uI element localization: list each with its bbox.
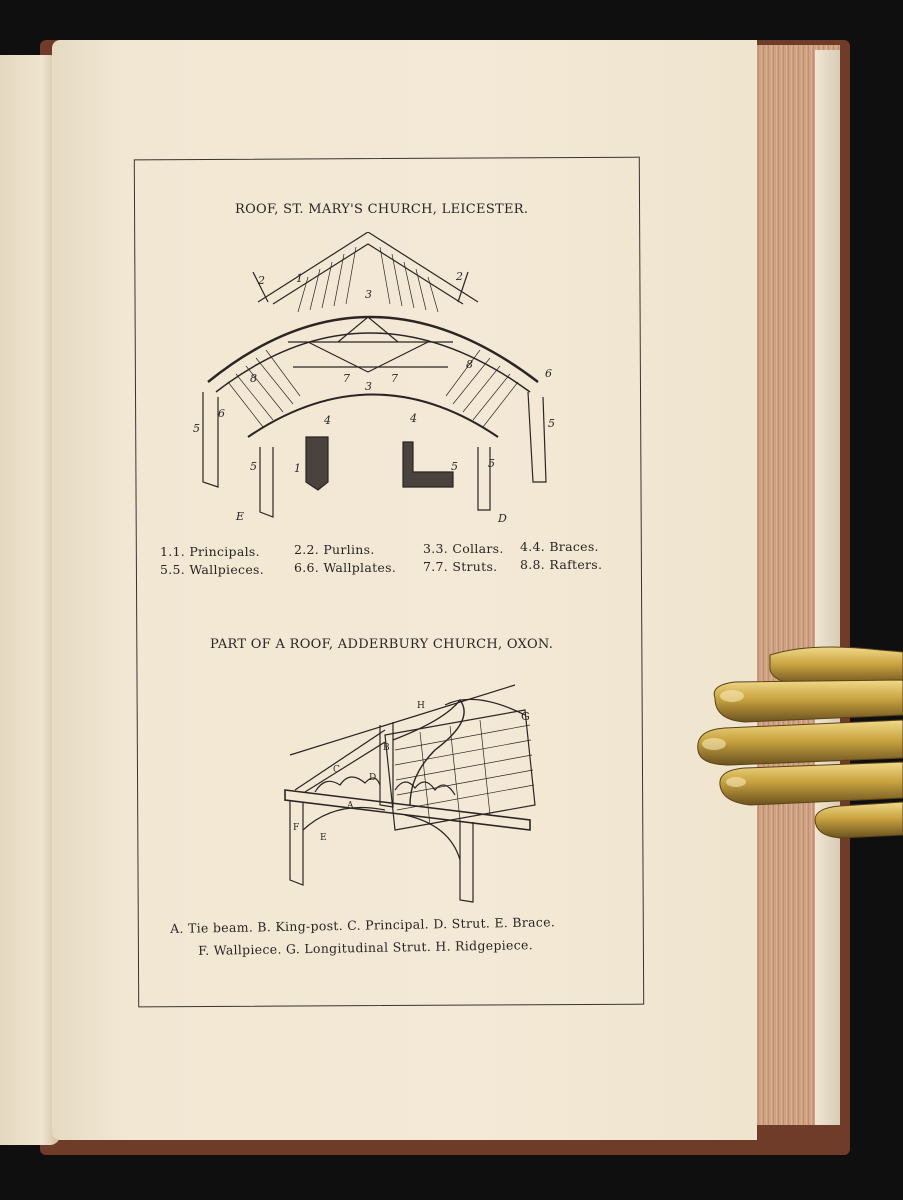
legend-rafters: 8.8. Rafters. xyxy=(520,557,603,572)
svg-text:6: 6 xyxy=(218,407,225,420)
svg-text:1: 1 xyxy=(294,462,301,475)
legend-wallpieces: 5.5. Wallpieces. xyxy=(160,562,265,577)
svg-text:H: H xyxy=(417,701,425,711)
svg-text:1: 1 xyxy=(296,272,303,285)
svg-text:E: E xyxy=(236,510,245,523)
svg-text:7: 7 xyxy=(391,372,398,385)
svg-text:D: D xyxy=(369,773,377,783)
svg-text:8: 8 xyxy=(250,372,257,385)
legend-wallplates: 6.6. Wallplates. xyxy=(294,560,397,575)
left-page-edge xyxy=(0,55,60,1145)
svg-text:7: 7 xyxy=(343,372,350,385)
svg-text:5: 5 xyxy=(488,457,495,470)
svg-text:B: B xyxy=(383,743,390,753)
svg-text:5: 5 xyxy=(250,460,257,473)
legend-braces: 4.4. Braces. xyxy=(520,539,599,554)
figure2-roof-engraving xyxy=(245,680,545,920)
svg-text:3: 3 xyxy=(365,288,372,301)
svg-text:4: 4 xyxy=(410,412,417,425)
svg-text:A: A xyxy=(347,801,354,811)
svg-text:2: 2 xyxy=(258,274,265,287)
figure2-title: PART OF A ROOF, ADDERBURY CHURCH, OXON. xyxy=(210,637,554,652)
brass-hand-bookweight xyxy=(690,640,903,840)
legend-struts: 7.7. Struts. xyxy=(423,559,498,574)
legend-collars: 3.3. Collars. xyxy=(423,541,504,556)
svg-text:G: G xyxy=(521,710,530,723)
legend-purlins: 2.2. Purlins. xyxy=(294,542,375,557)
figure1-title: ROOF, ST. MARY'S CHURCH, LEICESTER. xyxy=(235,202,529,217)
svg-text:F: F xyxy=(293,823,300,833)
svg-text:5: 5 xyxy=(548,417,555,430)
figure2-caption-line2: F. Wallpiece. G. Longitudinal Strut. H. Ridgepiece. xyxy=(198,937,534,958)
svg-text:C: C xyxy=(333,765,340,775)
rear-endpaper xyxy=(815,50,840,1125)
svg-text:D: D xyxy=(498,512,507,525)
svg-text:4: 4 xyxy=(324,414,331,427)
svg-text:E: E xyxy=(320,833,327,843)
svg-text:5: 5 xyxy=(451,460,458,473)
figure2-caption-line1: A. Tie beam. B. King-post. C. Principal. D. Strut. E. Brace. xyxy=(170,914,556,936)
svg-text:8: 8 xyxy=(466,358,473,371)
svg-text:6: 6 xyxy=(545,367,552,380)
svg-text:2: 2 xyxy=(456,270,463,283)
figure1-roof-engraving xyxy=(188,232,578,527)
legend-principals: 1.1. Principals. xyxy=(160,544,260,559)
svg-text:3: 3 xyxy=(365,380,372,393)
svg-text:5: 5 xyxy=(193,422,200,435)
